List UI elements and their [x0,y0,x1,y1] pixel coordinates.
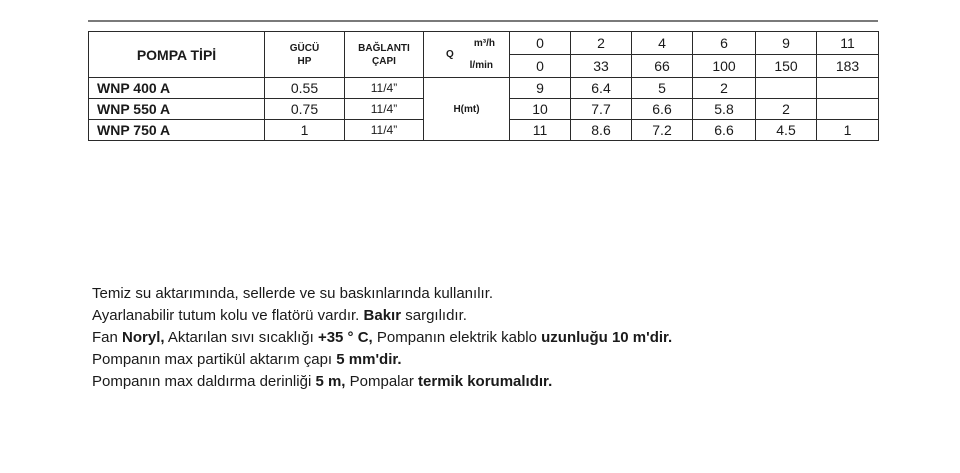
header-gucu-unit: HP [297,55,312,67]
header-baglanti-sub: ÇAPI [372,55,396,67]
head-cell: 6.4 [571,78,632,99]
table-row [89,78,879,99]
flow-m3h-cell: 2 [571,32,632,55]
flow-m3h-cell: 4 [632,32,693,55]
head-cell: 2 [693,78,756,99]
head-cell: 7.2 [632,120,693,141]
head-cell: 5.8 [693,99,756,120]
head-cell: 8.6 [571,120,632,141]
power-cell: 0.55 [265,78,345,99]
model-cell: WNP 400 A [89,78,265,99]
head-cell [817,78,879,99]
flow-lmin-cell: 100 [693,55,756,78]
pump-spec-table [88,31,879,141]
head-cell: 11 [510,120,571,141]
head-cell [756,78,817,99]
model-cell: WNP 550 A [89,99,265,120]
header-gucu [265,32,345,78]
head-cell: 2 [756,99,817,120]
description-line: Pompanın max partikül aktarım çapı 5 mm'dir. [92,351,402,368]
flow-m3h-cell: 9 [756,32,817,55]
header-gucu-label: GÜCÜ [289,42,320,54]
head-cell: 6.6 [693,120,756,141]
header-pompa-tipi: POMPA TİPİ [89,32,265,78]
description-line: Pompanın max daldırma derinliği 5 m, Pompalar termik korumalıdır. [92,373,553,390]
head-cell [817,99,879,120]
flow-lmin-cell: 150 [756,55,817,78]
header-flow-unit [424,32,510,78]
flow-lmin-cell: 33 [571,55,632,78]
flow-m3h-cell: 6 [693,32,756,55]
head-cell: 6.6 [632,99,693,120]
connection-cell: 11/4” [345,78,424,99]
product-description [92,283,672,393]
head-cell: 5 [632,78,693,99]
model-cell: WNP 750 A [89,120,265,141]
top-rule [88,20,878,22]
head-cell: 7.7 [571,99,632,120]
connection-cell: 11/4” [345,120,424,141]
flow-m3h-cell: 11 [817,32,879,55]
header-q-unit-top: m³/h [473,38,495,49]
head-cell: 1 [817,120,879,141]
header-q-label: Q [446,49,454,60]
power-cell: 0.75 [265,99,345,120]
head-cell: 4.5 [756,120,817,141]
head-cell: 9 [510,78,571,99]
description-line: Temiz su aktarımında, sellerde ve su baskınlarında kullanılır. [92,285,494,302]
flow-m3h-cell: 0 [510,32,571,55]
description-line: Ayarlanabilir tutum kolu ve flatörü vardır. Bakır sargılıdır. [92,307,467,324]
power-cell: 1 [265,120,345,141]
flow-lmin-cell: 0 [510,55,571,78]
connection-cell: 11/4” [345,99,424,120]
header-baglanti-label: BAĞLANTI [358,42,410,54]
header-baglanti [345,32,424,78]
flow-lmin-cell: 66 [632,55,693,78]
description-line: Fan Noryl, Aktarılan sıvı sıcaklığı +35 ° C, Pompanın elektrik kablo uzunluğu 10 m'dir. [92,329,673,346]
flow-lmin-cell: 183 [817,55,879,78]
header-head-label: H(mt) [424,78,510,141]
head-cell: 10 [510,99,571,120]
header-q-unit-bottom: l/min [469,60,493,71]
